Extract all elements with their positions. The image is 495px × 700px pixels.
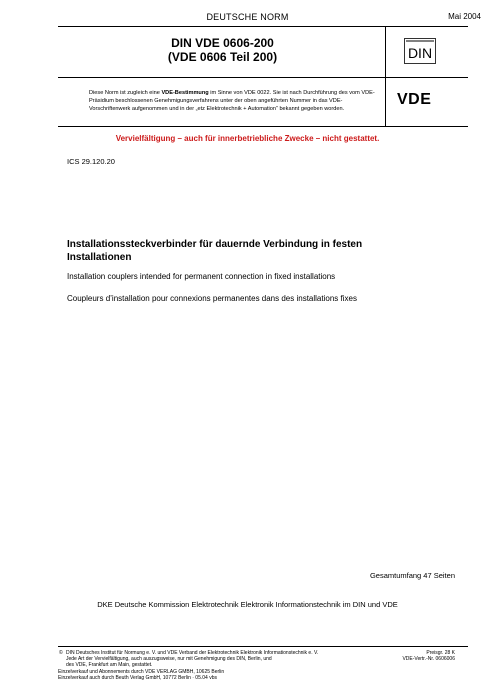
- header-bottom-rule: [58, 126, 468, 127]
- vde-regulation-note: [89, 89, 382, 113]
- standard-part: (VDE 0606 Teil 200): [167, 50, 278, 64]
- note-text-end: im Sinne von VDE 0022. Sie ist nach Durchführung des vom VDE-Präsidium beschlossenen Genehmigungsverfahrens unter der oben angeführten Nummer in das VDE-Vorschriftenwerk aufgenommen und in der „etz Elektrotechnik + Automation“ bekannt gegeben worden.: [89, 90, 375, 112]
- note-text-start: Diese Norm ist zugleich eine: [89, 90, 162, 96]
- footer-line: DIN Deutsches Institut für Normung e. V. und VDE Verband der Elektrotechnik Elektronik Informationstechnik e. V.: [66, 650, 319, 656]
- dke-line: DKE Deutsche Kommission Elektrotechnik Elektronik Informationstechnik im DIN und VDE: [97, 600, 398, 609]
- page-count: Gesamtumfang 47 Seiten: [369, 571, 455, 580]
- header-middle-rule: [58, 77, 468, 78]
- document-type-heading: DEUTSCHE NORM: [206, 12, 289, 22]
- header-divider: [385, 26, 386, 126]
- title-french: Coupleurs d’installation pour connexions permanentes dans des installations fixes: [67, 294, 357, 303]
- price-group: Preisgr. 28 K: [426, 650, 455, 656]
- footer-line: Einzelverkauf auch durch Beuth Verlag GmbH, 10772 Berlin · 05.04 vbs: [58, 674, 217, 681]
- header-top-rule: [58, 26, 468, 27]
- din-logo: [404, 38, 434, 62]
- note-text-bold: VDE-Bestimmung: [161, 90, 209, 96]
- footer-line: des VDE, Frankfurt am Main, gestattet.: [66, 662, 153, 669]
- standard-number-block: [60, 36, 385, 64]
- din-logo-mark: [404, 38, 436, 64]
- order-number: VDE-Vertr.-Nr. 0606006: [402, 656, 455, 663]
- footer-line: Jede Art der Vervielfältigung, auch auszugsweise, nur mit Genehmigung des DIN, Berlin, und: [66, 656, 272, 663]
- footer-line: Einzelverkauf und Abonnements durch VDE VERLAG GMBH, 10625 Berlin: [58, 668, 225, 675]
- footer-rule: [58, 646, 468, 647]
- din-logo-text: DIN: [407, 45, 433, 61]
- vde-logo: VDE: [397, 91, 432, 108]
- copyright-symbol: ©: [59, 650, 63, 656]
- reproduction-warning: Vervielfältigung – auch für innerbetriebliche Zwecke – nicht gestattet.: [115, 134, 380, 143]
- title-english: Installation couplers intended for permanent connection in fixed installations: [67, 272, 336, 281]
- standard-number: DIN VDE 0606-200: [171, 36, 274, 50]
- title-german: Installationssteckverbinder für dauernde Verbindung in festen Installationen: [67, 239, 363, 263]
- ics-code: ICS 29.120.20: [67, 157, 115, 166]
- copyright-notice: [58, 650, 406, 681]
- publication-date: Mai 2004: [448, 12, 481, 21]
- price-info: [402, 650, 455, 662]
